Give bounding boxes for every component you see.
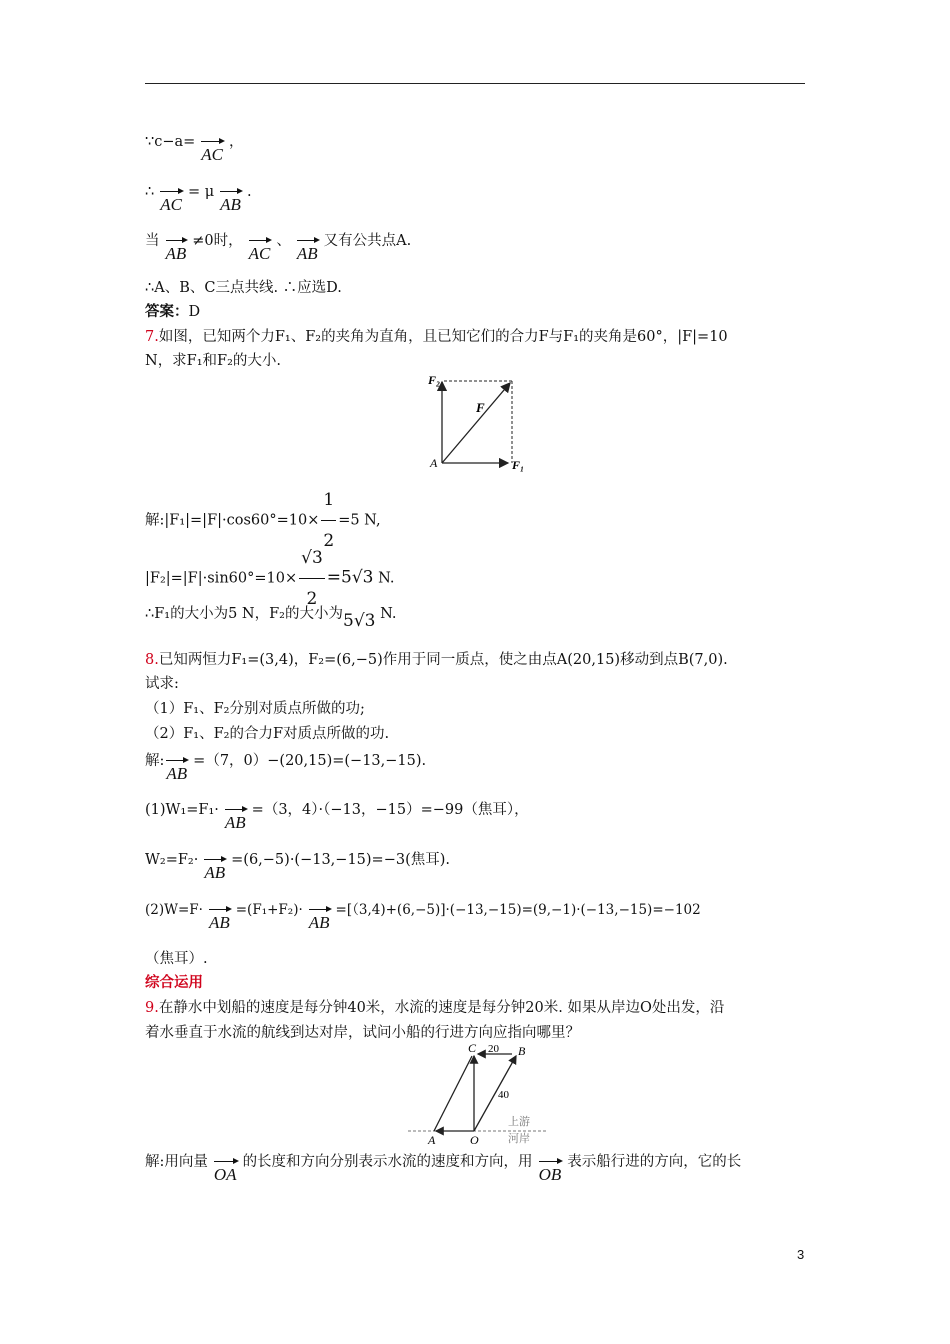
text: N.: [380, 606, 397, 622]
text: 、: [276, 233, 291, 249]
page-number: 3: [797, 1247, 805, 1262]
vector-ob: OB: [538, 1165, 562, 1184]
vector-ab: AB: [166, 764, 188, 783]
denominator: 2: [306, 589, 318, 609]
denominator: 2: [323, 531, 335, 551]
vector-ab: AB: [308, 913, 330, 932]
text: 表示船行进的方向，它的长: [567, 1154, 742, 1170]
therefore-symbol: ∴: [145, 184, 155, 200]
value: =5√3: [326, 567, 374, 588]
q8-line-2: 试求:: [145, 676, 179, 692]
text: =[（3,4)+(6,−5)]·(−13,−15)=(9,−1)·(−13,−15)=−102: [335, 902, 701, 918]
vector-ac: AC: [248, 244, 271, 263]
vector-ac: AC: [201, 145, 224, 164]
numerator: √3: [299, 538, 325, 579]
q8-solution-5: （焦耳）.: [145, 951, 208, 967]
q7-line-1: [145, 327, 728, 347]
text: ∵c−a=: [145, 134, 196, 150]
label-f1: F₁: [512, 458, 525, 472]
label-a: A: [430, 456, 438, 470]
question-number: 9.: [145, 1000, 159, 1016]
label-o: O: [470, 1133, 479, 1147]
force-diagram: [420, 368, 530, 473]
river-diagram: [408, 1042, 558, 1150]
text: .: [246, 184, 252, 200]
q8-sub-1: （1）F₁、F₂分别对质点所做的功;: [145, 701, 365, 717]
label-bank: 河岸: [508, 1133, 530, 1145]
vector-ab: AB: [296, 244, 318, 263]
value: 5√3: [343, 611, 376, 631]
vector-ab: AB: [165, 244, 187, 263]
q7-conclusion: [145, 603, 397, 631]
question-number: 8.: [145, 652, 159, 668]
text: ≠0时，: [192, 233, 243, 249]
answer-label: 答案：: [145, 303, 189, 320]
text: =(F₁+F₂)·: [235, 902, 303, 918]
text: 在静水中划船的速度是每分钟40米，水流的速度是每分钟20米. 如果从岸边O处出发，沿: [158, 1000, 725, 1016]
label-b: B: [518, 1044, 526, 1058]
label-upstream: 上游: [508, 1116, 530, 1128]
q8-solution-4: [145, 900, 701, 933]
text: W₂=F₂·: [145, 852, 199, 868]
q9-solution-1: [145, 1152, 741, 1185]
vector-ab: AB: [220, 195, 241, 214]
text: 当: [145, 233, 160, 249]
answer-line: [145, 302, 200, 322]
proof-line-3: [145, 231, 411, 264]
q8-line-1: [145, 650, 728, 670]
text: |F₂|=|F|·sin60°=10×: [145, 570, 298, 587]
f-arrow: [442, 383, 510, 463]
header-rule: [145, 83, 805, 84]
text: ∴F₁的大小为5 N，F₂的大小为: [145, 606, 343, 622]
q8-solution-2: [145, 800, 529, 833]
text: 已知两恒力F₁=(3,4)，F₂=(6,−5)作用于同一质点，使之由点A(20,15)移动到点B(7,0).: [158, 652, 728, 668]
proof-line-2: [145, 182, 252, 215]
line-ac: [434, 1056, 472, 1131]
vector-ab: AB: [224, 813, 246, 832]
section-title: 综合运用: [145, 974, 203, 991]
text: 解:: [145, 753, 165, 769]
label-20: 20: [488, 1043, 499, 1055]
label-f2: F₂: [428, 373, 441, 387]
text: 又有公共点A.: [323, 233, 412, 249]
answer-value: D: [188, 304, 201, 320]
q8-sub-2: （2）F₁、F₂的合力F对质点所做的功.: [145, 726, 390, 742]
text: 的长度和方向分别表示水流的速度和方向，用: [242, 1154, 533, 1170]
text: = μ: [187, 184, 215, 200]
q8-solution-1: [145, 751, 426, 784]
numerator: 1: [321, 480, 336, 521]
vector-oa: OA: [213, 1165, 237, 1184]
text: =(6,−5)·(−13,−15)=−3(焦耳).: [231, 852, 450, 868]
question-number: 7.: [145, 329, 159, 345]
text: 解:|F₁|=|F|·cos60°=10×: [145, 512, 320, 529]
vector-ab: AB: [204, 863, 226, 882]
text: (1)W₁=F₁·: [145, 802, 219, 818]
text: (2)W=F·: [145, 902, 203, 918]
q7-line-2: N，求F₁和F₂的大小.: [145, 353, 282, 369]
proof-conclusion: ∴A、B、C三点共线. ∴应选D.: [145, 280, 342, 296]
q9-line-1: [145, 998, 724, 1018]
text: =5 N,: [338, 512, 381, 529]
text: 如图，已知两个力F₁、F₂的夹角为直角，且已知它们的合力F与F₁的夹角是60°，|F|=10: [158, 329, 728, 345]
q8-solution-3: [145, 850, 450, 883]
q9-line-2: 着水垂直于水流的航线到达对岸，试问小船的行进方向应指向哪里？: [145, 1025, 580, 1041]
text: =（3，4）·（−13，−15）=−99（焦耳），: [251, 802, 529, 818]
text: =（7，0）−(20,15)=(−13,−15).: [193, 753, 427, 769]
text: N.: [378, 570, 395, 587]
text: 解:用向量: [145, 1154, 208, 1170]
text: ，: [229, 134, 244, 150]
label-40: 40: [498, 1089, 509, 1101]
proof-line-1: [145, 132, 244, 165]
vector-ac: AC: [160, 195, 182, 214]
vector-ab: AB: [208, 913, 230, 932]
label-c: C: [468, 1042, 477, 1055]
label-a: A: [428, 1133, 436, 1147]
label-f: F: [476, 400, 485, 415]
